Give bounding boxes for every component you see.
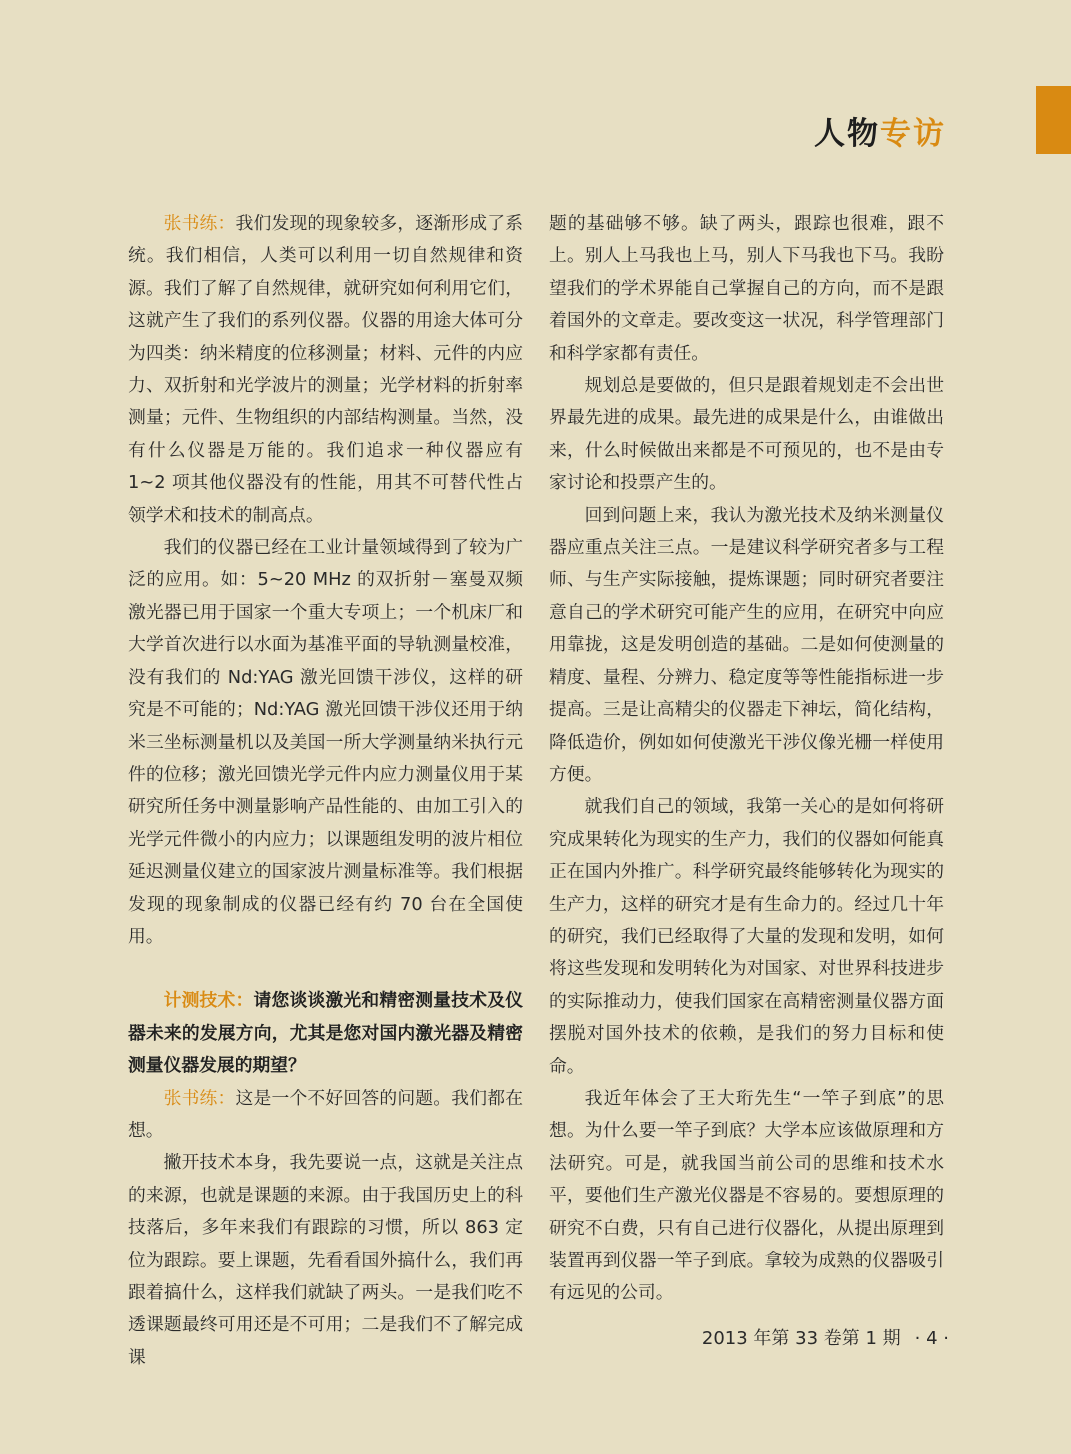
question-text: 请您谈谈激光和精密测量技术及仪器未来的发展方向，尤其是您对国内激光器及精密测量仪器发展的期望？ bbox=[128, 990, 523, 1077]
speaker-label: 张书练： bbox=[163, 213, 236, 234]
paragraph-text: 这是一个不好回答的问题。我们都在想。 bbox=[128, 1087, 523, 1141]
section-title-part1: 人物 bbox=[814, 116, 880, 152]
issue-info: 2013 年第 33 卷第 1 期 bbox=[701, 1328, 901, 1349]
page-footer bbox=[702, 1324, 949, 1350]
paragraph: 就我们自己的领域，我第一关心的是如何将研究成果转化为现实的生产力，我们的仪器如何能真正在国内外推广。科学研究最终能够转化为现实的生产力，这样的研究才是有生命力的。经过几十年的研究，我们已经取得了大量的发现和发明，如何将这些发现和发明转化为对国家、对世界科技进步的实际推动力，使我们国家在高精密测量仪器方面摆脱对国外技术的依赖，是我们的努力目标和使命。 bbox=[549, 796, 944, 1077]
paragraph bbox=[128, 208, 523, 532]
left-column bbox=[128, 208, 523, 1374]
paragraph-continued: 题的基础够不够。缺了两头，跟踪也很难，跟不上。别人上马我也上马，别人下马我也下马。我盼望我们的学术界能自己掌握自己的方向，而不是跟着国外的文章走。要改变这一状况，科学管理部门和科学家都有责任。 bbox=[549, 213, 944, 364]
speaker-label: 张书练： bbox=[163, 1087, 236, 1109]
paragraph: 我们的仪器已经在工业计量领域得到了较为广泛的应用。如：5~20 MHz 的双折射－塞曼双频激光器已用于国家一个重大专项上；一个机床厂和大学首次进行以水面为基准平面的导轨测量校准，没有我们的 Nd:YAG 激光回馈干涉仪，这样的研究是不可能的；Nd:YAG 激光回馈干涉仪还用于纳米三坐标测量机以及美国一所大学测量纳米执行元件的位移；激光回馈光学元件内应力测量仪用于某研究所任务中测量影响产品性能的、由加工引入的光学元件微小的内应力；以课题组发明的波片相位延迟测量仪建立的国家波片测量标准等。我们根据发现的现象制成的仪器已经有约 70 台在全国使用。 bbox=[128, 537, 523, 947]
paragraph-gap bbox=[128, 953, 523, 985]
paragraph-text: 我们发现的现象较多，逐渐形成了系统。我们相信，人类可以利用一切自然规律和资源。我们了解了自然规律，就研究如何利用它们，这就产生了我们的系列仪器。仪器的用途大体可分为四类：纳米精度的位移测量；材料、元件的内应力、双折射和光学波片的测量；光学材料的折射率测量；元件、生物组织的内部结构测量。当然，没有什么仪器是万能的。我们追求一种仪器应有 1~2 项其他仪器没有的性能，用其不可替代性占领学术和技术的制高点。 bbox=[128, 213, 523, 526]
paragraph bbox=[128, 1083, 523, 1148]
interview-question bbox=[128, 985, 523, 1082]
paragraph: 规划总是要做的，但只是跟着规划走不会出世界最先进的成果。最先进的成果是什么，由谁做出来，什么时候做出来都是不可预见的，也不是由专家讨论和投票产生的。 bbox=[549, 375, 944, 494]
section-title bbox=[814, 108, 946, 153]
paragraph: 我近年体会了王大珩先生“一竿子到底”的思想。为什么要一竿子到底？大学本应该做原理和方法研究。可是，就我国当前公司的思维和技术水平，要他们生产激光仪器是不容易的。要想原理的研究不白费，只有自己进行仪器化，从提出原理到装置再到仪器一竿子到底。拿较为成熟的仪器吸引有远见的公司。 bbox=[549, 1087, 944, 1304]
question-speaker-label: 计测技术： bbox=[163, 990, 254, 1012]
paragraph: 撇开技术本身，我先要说一点，这就是关注点的来源，也就是课题的来源。由于我国历史上的科技落后，多年来我们有跟踪的习惯，所以 863 定位为跟踪。要上课题，先看看国外搞什么，我们再跟着搞什么，这样我们就缺了两头。一是我们吃不透课题最终可用还是不可用；二是我们不了解完成课 bbox=[128, 1152, 523, 1368]
section-title-part2: 专访 bbox=[880, 116, 946, 152]
page-number: · 4 · bbox=[914, 1328, 949, 1349]
section-tab-marker bbox=[1036, 86, 1071, 154]
paragraph: 回到问题上来，我认为激光技术及纳米测量仪器应重点关注三点。一是建议科学研究者多与工程师、与生产实际接触，提炼课题；同时研究者要注意自己的学术研究可能产生的应用，在研究中向应用靠拢，这是发明创造的基础。二是如何使测量的精度、量程、分辨力、稳定度等等性能指标进一步提高。三是让高精尖的仪器走下神坛，简化结构，降低造价，例如如何使激光干涉仪像光栅一样使用方便。 bbox=[549, 504, 944, 785]
right-column bbox=[549, 208, 944, 1310]
